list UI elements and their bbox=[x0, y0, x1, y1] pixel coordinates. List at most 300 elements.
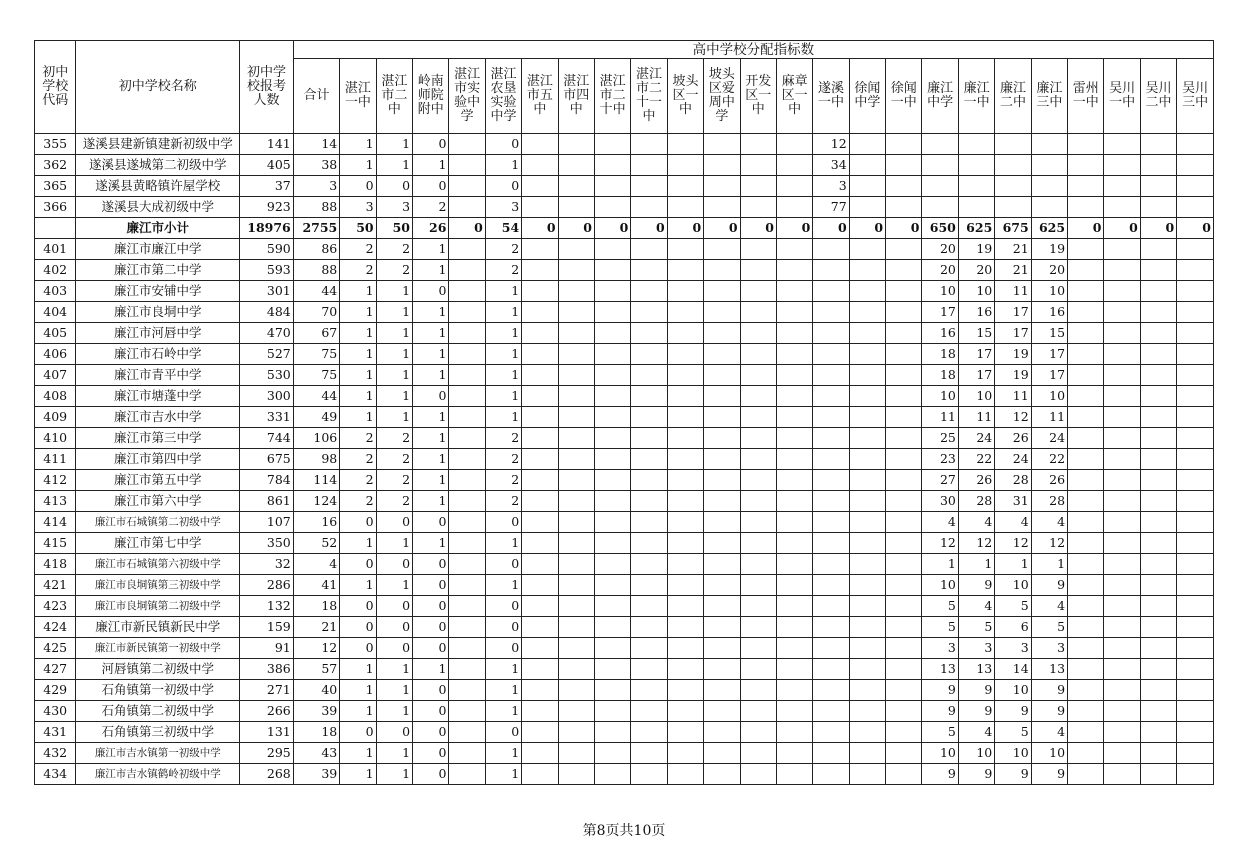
quota-cell: 0 bbox=[631, 218, 667, 239]
quota-cell: 2 bbox=[485, 428, 521, 449]
quota-cell bbox=[886, 533, 922, 554]
quota-cell: 1 bbox=[995, 554, 1031, 575]
school-name-cell: 廉江市良垌镇第三初级中学 bbox=[76, 575, 240, 596]
quota-cell bbox=[558, 659, 594, 680]
quota-cell: 2 bbox=[376, 239, 412, 260]
applicant-count-cell: 271 bbox=[240, 680, 294, 701]
quota-cell bbox=[558, 596, 594, 617]
quota-cell bbox=[667, 764, 703, 785]
quota-cell: 12 bbox=[958, 533, 994, 554]
quota-cell: 1 bbox=[413, 428, 449, 449]
quota-cell bbox=[704, 239, 740, 260]
quota-cell bbox=[1068, 722, 1104, 743]
quota-cell: 0 bbox=[485, 134, 521, 155]
quota-cell bbox=[1068, 617, 1104, 638]
total-cell: 49 bbox=[293, 407, 339, 428]
quota-cell bbox=[449, 638, 485, 659]
quota-cell: 1 bbox=[485, 323, 521, 344]
quota-cell: 21 bbox=[995, 239, 1031, 260]
quota-cell bbox=[813, 470, 849, 491]
quota-cell: 1 bbox=[376, 281, 412, 302]
quota-cell: 0 bbox=[376, 596, 412, 617]
quota-cell: 1 bbox=[413, 239, 449, 260]
quota-cell bbox=[1140, 281, 1176, 302]
quota-cell: 2 bbox=[376, 428, 412, 449]
quota-cell bbox=[740, 134, 776, 155]
quota-cell: 1 bbox=[485, 365, 521, 386]
school-code-cell: 424 bbox=[35, 617, 76, 638]
quota-cell: 12 bbox=[995, 407, 1031, 428]
quota-cell: 0 bbox=[740, 218, 776, 239]
quota-cell: 14 bbox=[995, 659, 1031, 680]
quota-cell bbox=[1177, 533, 1214, 554]
quota-cell: 2 bbox=[340, 260, 376, 281]
school-code-cell: 431 bbox=[35, 722, 76, 743]
total-cell: 44 bbox=[293, 281, 339, 302]
quota-cell bbox=[449, 134, 485, 155]
quota-cell: 1 bbox=[340, 155, 376, 176]
quota-cell bbox=[704, 176, 740, 197]
header-col-3: 岭南师院附中 bbox=[413, 59, 449, 134]
quota-cell bbox=[558, 134, 594, 155]
quota-cell: 0 bbox=[413, 386, 449, 407]
header-col-19: 廉江二中 bbox=[995, 59, 1031, 134]
quota-cell bbox=[1068, 680, 1104, 701]
quota-cell bbox=[776, 344, 812, 365]
total-cell: 16 bbox=[293, 512, 339, 533]
quota-cell: 3 bbox=[1031, 638, 1067, 659]
quota-cell bbox=[849, 659, 885, 680]
quota-cell: 15 bbox=[958, 323, 994, 344]
quota-cell: 2 bbox=[376, 449, 412, 470]
header-school-code: 初中学校代码 bbox=[35, 41, 76, 134]
table-row bbox=[35, 659, 1214, 680]
quota-cell bbox=[667, 260, 703, 281]
quota-cell: 13 bbox=[1031, 659, 1067, 680]
school-name-cell: 廉江市吉水镇第一初级中学 bbox=[76, 743, 240, 764]
quota-cell: 0 bbox=[413, 281, 449, 302]
quota-cell bbox=[631, 491, 667, 512]
total-cell: 67 bbox=[293, 323, 339, 344]
quota-cell bbox=[1177, 428, 1214, 449]
quota-cell bbox=[776, 197, 812, 218]
total-cell: 86 bbox=[293, 239, 339, 260]
header-school-name: 初中学校名称 bbox=[76, 41, 240, 134]
quota-cell bbox=[667, 722, 703, 743]
quota-cell: 1 bbox=[376, 302, 412, 323]
table-row bbox=[35, 155, 1214, 176]
quota-cell bbox=[1031, 197, 1067, 218]
header-col-18: 廉江一中 bbox=[958, 59, 994, 134]
quota-cell bbox=[740, 239, 776, 260]
quota-cell bbox=[1068, 134, 1104, 155]
quota-cell bbox=[995, 134, 1031, 155]
quota-cell bbox=[1068, 533, 1104, 554]
quota-cell bbox=[1140, 575, 1176, 596]
quota-cell: 2 bbox=[485, 449, 521, 470]
header-row-1 bbox=[35, 41, 1214, 59]
quota-cell: 0 bbox=[886, 218, 922, 239]
quota-cell bbox=[1068, 596, 1104, 617]
quota-cell bbox=[558, 617, 594, 638]
quota-cell bbox=[704, 575, 740, 596]
school-code-cell: 425 bbox=[35, 638, 76, 659]
school-code-cell: 402 bbox=[35, 260, 76, 281]
quota-cell bbox=[813, 575, 849, 596]
quota-cell bbox=[558, 344, 594, 365]
quota-cell bbox=[1140, 722, 1176, 743]
quota-cell bbox=[522, 722, 558, 743]
quota-cell bbox=[886, 722, 922, 743]
quota-cell bbox=[813, 386, 849, 407]
quota-cell bbox=[776, 743, 812, 764]
quota-cell: 20 bbox=[922, 239, 958, 260]
quota-cell: 4 bbox=[958, 596, 994, 617]
quota-cell: 15 bbox=[1031, 323, 1067, 344]
quota-cell bbox=[449, 197, 485, 218]
applicant-count-cell: 744 bbox=[240, 428, 294, 449]
quota-cell: 17 bbox=[958, 365, 994, 386]
table-row bbox=[35, 197, 1214, 218]
quota-cell bbox=[1140, 239, 1176, 260]
quota-cell bbox=[522, 743, 558, 764]
total-cell: 2755 bbox=[293, 218, 339, 239]
quota-cell bbox=[1104, 344, 1140, 365]
quota-cell bbox=[776, 428, 812, 449]
school-code-cell: 423 bbox=[35, 596, 76, 617]
quota-cell bbox=[449, 281, 485, 302]
quota-cell: 21 bbox=[995, 260, 1031, 281]
quota-cell bbox=[594, 617, 630, 638]
quota-cell bbox=[1177, 638, 1214, 659]
quota-cell: 1 bbox=[1031, 554, 1067, 575]
quota-cell bbox=[631, 512, 667, 533]
table-row bbox=[35, 743, 1214, 764]
quota-cell: 2 bbox=[340, 491, 376, 512]
quota-cell: 1 bbox=[340, 323, 376, 344]
quota-cell bbox=[449, 260, 485, 281]
quota-cell: 650 bbox=[922, 218, 958, 239]
quota-cell: 0 bbox=[485, 554, 521, 575]
quota-cell: 3 bbox=[922, 638, 958, 659]
quota-cell bbox=[740, 680, 776, 701]
quota-cell bbox=[594, 407, 630, 428]
quota-cell bbox=[849, 596, 885, 617]
quota-cell bbox=[522, 260, 558, 281]
quota-cell bbox=[1068, 470, 1104, 491]
quota-cell bbox=[558, 302, 594, 323]
quota-cell bbox=[1177, 764, 1214, 785]
quota-cell: 0 bbox=[704, 218, 740, 239]
quota-cell bbox=[813, 743, 849, 764]
school-code-cell: 411 bbox=[35, 449, 76, 470]
quota-cell bbox=[1104, 659, 1140, 680]
quota-cell bbox=[1068, 428, 1104, 449]
quota-cell: 1 bbox=[376, 134, 412, 155]
quota-cell bbox=[558, 764, 594, 785]
quota-cell bbox=[1177, 176, 1214, 197]
quota-cell bbox=[1104, 470, 1140, 491]
quota-cell bbox=[740, 617, 776, 638]
quota-cell bbox=[886, 512, 922, 533]
quota-cell bbox=[740, 659, 776, 680]
header-applicant-count: 初中学校报考人数 bbox=[240, 41, 294, 134]
quota-cell bbox=[631, 680, 667, 701]
quota-cell bbox=[849, 386, 885, 407]
quota-cell bbox=[1140, 365, 1176, 386]
quota-cell bbox=[1068, 659, 1104, 680]
quota-cell bbox=[522, 554, 558, 575]
quota-cell: 0 bbox=[413, 596, 449, 617]
quota-cell: 11 bbox=[1031, 407, 1067, 428]
quota-cell: 1 bbox=[376, 386, 412, 407]
quota-cell bbox=[449, 386, 485, 407]
header-col-2: 湛江市二中 bbox=[376, 59, 412, 134]
quota-cell bbox=[704, 617, 740, 638]
quota-cell bbox=[849, 575, 885, 596]
quota-cell bbox=[631, 470, 667, 491]
total-cell: 21 bbox=[293, 617, 339, 638]
quota-cell bbox=[631, 134, 667, 155]
table-row bbox=[35, 239, 1214, 260]
school-name-cell: 遂溪县大成初级中学 bbox=[76, 197, 240, 218]
quota-cell bbox=[594, 449, 630, 470]
quota-cell bbox=[631, 659, 667, 680]
quota-cell bbox=[594, 197, 630, 218]
applicant-count-cell: 91 bbox=[240, 638, 294, 659]
quota-cell bbox=[813, 239, 849, 260]
quota-cell bbox=[522, 701, 558, 722]
quota-cell: 9 bbox=[922, 680, 958, 701]
quota-cell bbox=[1177, 407, 1214, 428]
quota-cell: 1 bbox=[340, 281, 376, 302]
table-row bbox=[35, 617, 1214, 638]
quota-cell bbox=[1140, 197, 1176, 218]
header-col-9: 湛江市二十一中 bbox=[631, 59, 667, 134]
quota-cell bbox=[886, 281, 922, 302]
school-name-cell: 石角镇第一初级中学 bbox=[76, 680, 240, 701]
quota-cell bbox=[667, 155, 703, 176]
applicant-count-cell: 141 bbox=[240, 134, 294, 155]
applicant-count-cell: 32 bbox=[240, 554, 294, 575]
quota-cell: 0 bbox=[340, 638, 376, 659]
table-row bbox=[35, 407, 1214, 428]
quota-cell bbox=[522, 134, 558, 155]
school-code-cell: 427 bbox=[35, 659, 76, 680]
quota-cell bbox=[1177, 701, 1214, 722]
quota-cell: 2 bbox=[485, 239, 521, 260]
quota-cell bbox=[667, 596, 703, 617]
quota-cell: 30 bbox=[922, 491, 958, 512]
quota-cell bbox=[631, 407, 667, 428]
header-col-21: 雷州一中 bbox=[1068, 59, 1104, 134]
quota-cell bbox=[886, 449, 922, 470]
total-cell: 12 bbox=[293, 638, 339, 659]
quota-cell bbox=[849, 638, 885, 659]
quota-cell bbox=[1068, 281, 1104, 302]
quota-cell: 2 bbox=[340, 449, 376, 470]
quota-cell: 1 bbox=[413, 491, 449, 512]
quota-cell: 5 bbox=[1031, 617, 1067, 638]
quota-cell: 3 bbox=[958, 638, 994, 659]
quota-cell bbox=[1140, 554, 1176, 575]
quota-cell bbox=[704, 344, 740, 365]
quota-cell bbox=[813, 722, 849, 743]
table-row bbox=[35, 134, 1214, 155]
total-cell: 43 bbox=[293, 743, 339, 764]
quota-cell bbox=[1104, 176, 1140, 197]
quota-cell bbox=[667, 449, 703, 470]
quota-cell: 26 bbox=[413, 218, 449, 239]
table-row bbox=[35, 596, 1214, 617]
quota-cell bbox=[449, 176, 485, 197]
quota-cell bbox=[849, 491, 885, 512]
header-col-6: 湛江市五中 bbox=[522, 59, 558, 134]
quota-cell bbox=[704, 302, 740, 323]
quota-cell bbox=[704, 449, 740, 470]
quota-cell bbox=[1140, 638, 1176, 659]
quota-cell bbox=[740, 554, 776, 575]
quota-cell bbox=[776, 617, 812, 638]
quota-cell bbox=[849, 512, 885, 533]
quota-cell: 0 bbox=[413, 701, 449, 722]
table-row bbox=[35, 386, 1214, 407]
quota-cell bbox=[740, 155, 776, 176]
quota-cell bbox=[449, 428, 485, 449]
quota-cell: 9 bbox=[1031, 701, 1067, 722]
quota-cell bbox=[667, 197, 703, 218]
quota-cell bbox=[1104, 722, 1140, 743]
quota-cell bbox=[667, 659, 703, 680]
quota-cell bbox=[594, 638, 630, 659]
total-cell: 124 bbox=[293, 491, 339, 512]
quota-cell bbox=[849, 239, 885, 260]
quota-cell bbox=[1068, 701, 1104, 722]
quota-cell bbox=[667, 134, 703, 155]
quota-cell: 1 bbox=[340, 680, 376, 701]
quota-cell bbox=[449, 764, 485, 785]
quota-cell: 0 bbox=[485, 512, 521, 533]
quota-cell bbox=[667, 680, 703, 701]
quota-cell bbox=[849, 134, 885, 155]
quota-cell: 10 bbox=[922, 386, 958, 407]
quota-cell: 0 bbox=[413, 764, 449, 785]
quota-cell bbox=[631, 323, 667, 344]
quota-cell bbox=[849, 680, 885, 701]
quota-cell bbox=[594, 554, 630, 575]
quota-cell bbox=[704, 701, 740, 722]
quota-cell: 10 bbox=[922, 575, 958, 596]
quota-cell bbox=[886, 134, 922, 155]
quota-cell: 1 bbox=[340, 743, 376, 764]
quota-cell bbox=[631, 638, 667, 659]
quota-cell bbox=[704, 764, 740, 785]
quota-cell: 0 bbox=[667, 218, 703, 239]
applicant-count-cell: 268 bbox=[240, 764, 294, 785]
quota-cell: 1 bbox=[376, 155, 412, 176]
quota-cell bbox=[1104, 134, 1140, 155]
quota-cell bbox=[1177, 302, 1214, 323]
total-cell: 38 bbox=[293, 155, 339, 176]
quota-cell bbox=[1140, 302, 1176, 323]
quota-cell bbox=[594, 239, 630, 260]
quota-cell: 16 bbox=[958, 302, 994, 323]
quota-cell bbox=[704, 470, 740, 491]
quota-cell: 0 bbox=[485, 722, 521, 743]
applicant-count-cell: 784 bbox=[240, 470, 294, 491]
quota-cell bbox=[667, 617, 703, 638]
quota-cell bbox=[1068, 407, 1104, 428]
quota-cell: 1 bbox=[485, 659, 521, 680]
quota-cell: 9 bbox=[922, 764, 958, 785]
quota-cell: 1 bbox=[340, 701, 376, 722]
school-code-cell: 421 bbox=[35, 575, 76, 596]
quota-cell bbox=[849, 533, 885, 554]
header-col-15: 徐闻中学 bbox=[849, 59, 885, 134]
quota-cell bbox=[740, 449, 776, 470]
quota-cell bbox=[776, 596, 812, 617]
school-code-cell: 366 bbox=[35, 197, 76, 218]
quota-cell bbox=[631, 428, 667, 449]
quota-cell bbox=[1177, 386, 1214, 407]
quota-cell bbox=[740, 260, 776, 281]
quota-cell bbox=[667, 470, 703, 491]
applicant-count-cell: 131 bbox=[240, 722, 294, 743]
quota-cell: 5 bbox=[922, 617, 958, 638]
quota-cell bbox=[740, 638, 776, 659]
school-code-cell: 404 bbox=[35, 302, 76, 323]
quota-cell bbox=[1104, 323, 1140, 344]
quota-cell bbox=[667, 701, 703, 722]
quota-cell bbox=[1140, 596, 1176, 617]
quota-cell bbox=[995, 155, 1031, 176]
quota-cell: 10 bbox=[1031, 386, 1067, 407]
quota-cell: 10 bbox=[995, 743, 1031, 764]
quota-cell: 0 bbox=[413, 575, 449, 596]
quota-cell: 16 bbox=[922, 323, 958, 344]
quota-cell: 1 bbox=[340, 344, 376, 365]
quota-cell bbox=[1068, 302, 1104, 323]
quota-cell bbox=[1068, 386, 1104, 407]
quota-cell bbox=[667, 323, 703, 344]
quota-cell bbox=[1177, 281, 1214, 302]
applicant-count-cell: 675 bbox=[240, 449, 294, 470]
quota-cell bbox=[776, 386, 812, 407]
school-name-cell: 廉江市第七中学 bbox=[76, 533, 240, 554]
quota-cell: 5 bbox=[922, 596, 958, 617]
table-row bbox=[35, 344, 1214, 365]
quota-cell bbox=[886, 344, 922, 365]
quota-cell: 4 bbox=[1031, 512, 1067, 533]
total-cell: 106 bbox=[293, 428, 339, 449]
quota-cell bbox=[522, 680, 558, 701]
quota-cell bbox=[594, 386, 630, 407]
quota-cell bbox=[522, 596, 558, 617]
quota-cell: 0 bbox=[413, 638, 449, 659]
quota-cell bbox=[667, 176, 703, 197]
applicant-count-cell: 590 bbox=[240, 239, 294, 260]
quota-cell bbox=[558, 491, 594, 512]
quota-cell bbox=[631, 596, 667, 617]
quota-cell: 1 bbox=[376, 407, 412, 428]
quota-cell: 17 bbox=[958, 344, 994, 365]
quota-cell bbox=[849, 281, 885, 302]
applicant-count-cell: 861 bbox=[240, 491, 294, 512]
quota-cell bbox=[1068, 638, 1104, 659]
quota-cell bbox=[522, 617, 558, 638]
quota-cell bbox=[813, 407, 849, 428]
table-row bbox=[35, 638, 1214, 659]
